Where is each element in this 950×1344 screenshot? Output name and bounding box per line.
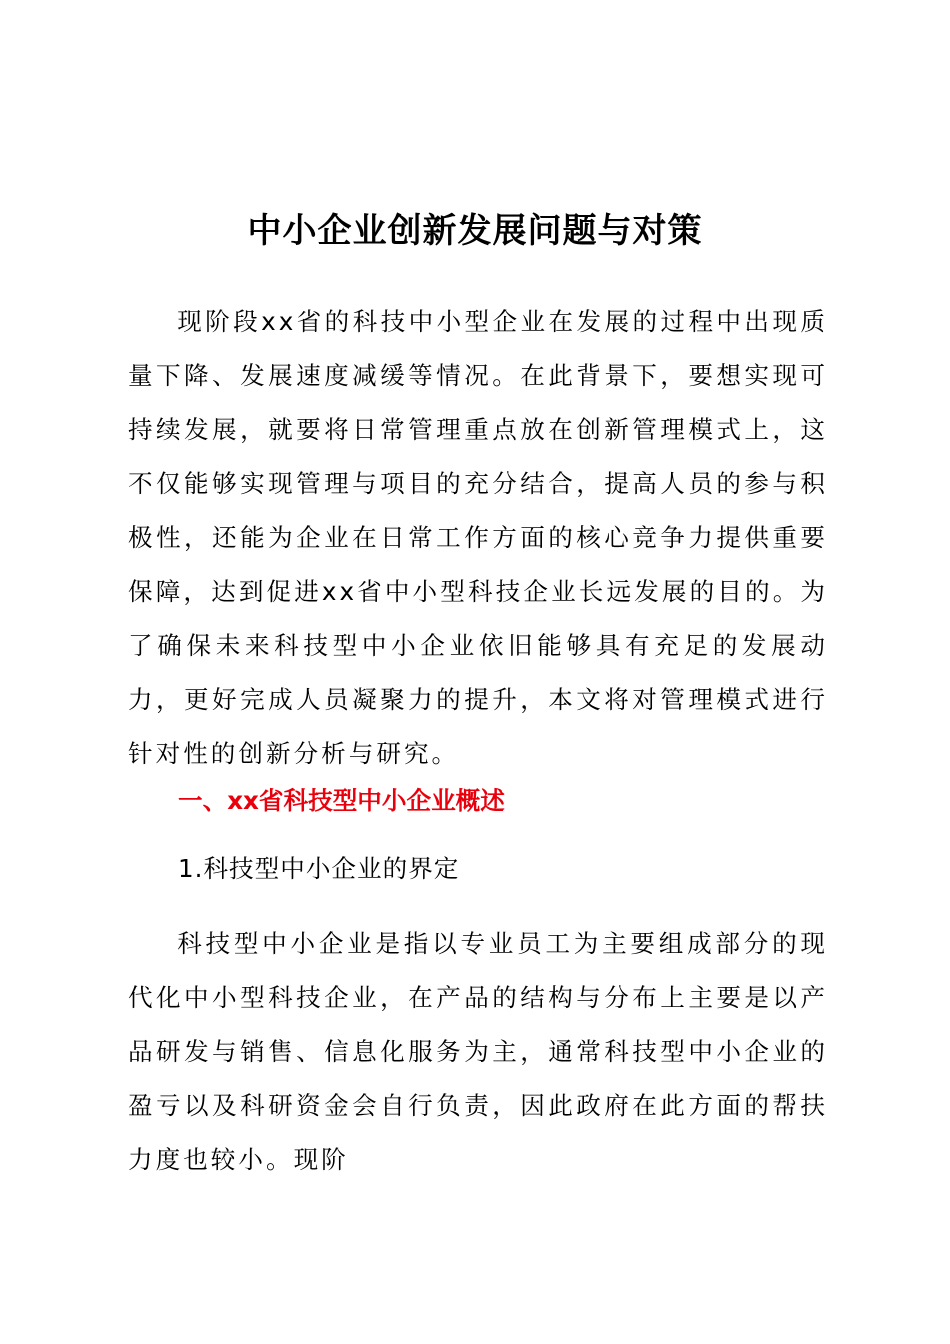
section-heading: 一、xx省科技型中小企业概述 bbox=[178, 786, 505, 815]
document-title: 中小企业创新发展问题与对策 bbox=[247, 211, 703, 251]
intro-paragraph: 现阶段xx省的科技中小型企业在发展的过程中出现质量下降、发展速度减缓等情况。在此背景下，要想实现可持续发展，就要将日常管理重点放在创新管理模式上，这不仅能够实现管理与项目的充分结合，提高人员的参与积极性，还能为企业在日常工作方面的核心竞争力提供重要保障，达到促进xx省中小型科技企业长远发展的目的。为了确保未来科技型中小企业依旧能够具有充足的发展动力，更好完成人员凝聚力的提升，本文将对管理模式进行针对性的创新分析与研究。 bbox=[128, 307, 828, 768]
body-paragraph: 科技型中小企业是指以专业员工为主要组成部分的现代化中小型科技企业，在产品的结构与分布上主要是以产品研发与销售、信息化服务为主，通常科技型中小企业的盈亏以及科研资金会自行负责，因此政府在此方面的帮扶力度也较小。现阶 bbox=[128, 929, 828, 1174]
subsection-heading: 1.科技型中小企业的界定 bbox=[178, 854, 460, 883]
